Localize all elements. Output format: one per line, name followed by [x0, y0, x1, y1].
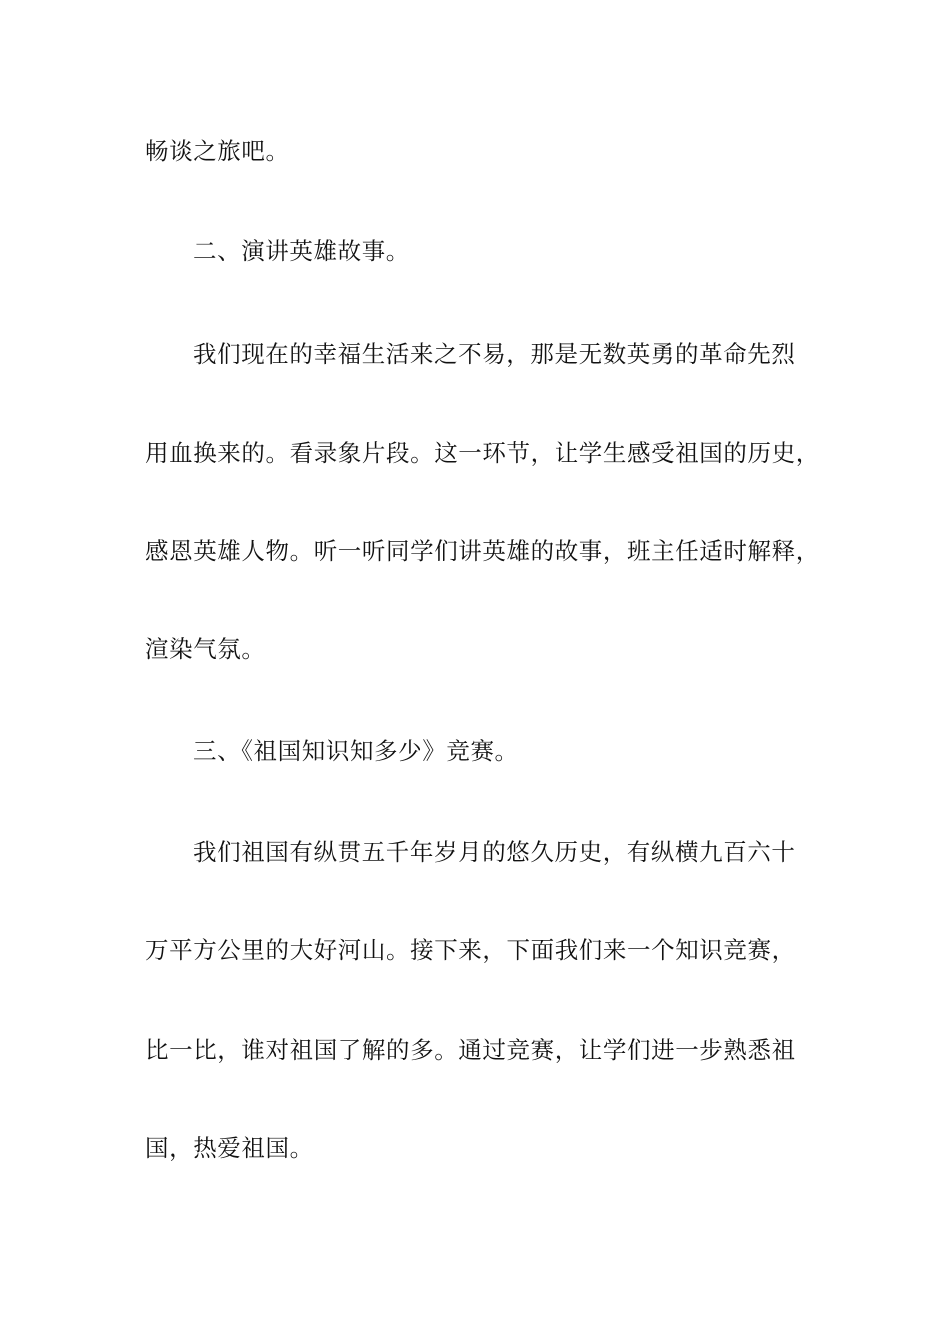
paragraph-line: 我们祖国有纵贯五千年岁月的悠久历史，有纵横九百六十 — [193, 838, 796, 866]
section-heading: 二、演讲英雄故事。 — [193, 237, 410, 265]
paragraph-line: 畅谈之旅吧。 — [145, 137, 290, 165]
paragraph-line: 渲染气氛。 — [145, 635, 266, 663]
paragraph-line: 国，热爱祖国。 — [145, 1134, 314, 1162]
paragraph-line: 万平方公里的大好河山。接下来，下面我们来一个知识竞赛， — [145, 936, 796, 964]
paragraph-line: 用血换来的。看录象片段。这一环节，让学生感受祖国的历史， — [145, 439, 820, 467]
section-heading: 三、《祖国知识知多少》竞赛。 — [193, 737, 519, 765]
paragraph-line: 比一比，谁对祖国了解的多。通过竞赛，让学们进一步熟悉祖 — [145, 1036, 796, 1064]
paragraph-line: 感恩英雄人物。听一听同学们讲英雄的故事，班主任适时解释， — [145, 537, 820, 565]
paragraph-line: 我们现在的幸福生活来之不易，那是无数英勇的革命先烈 — [193, 340, 796, 368]
